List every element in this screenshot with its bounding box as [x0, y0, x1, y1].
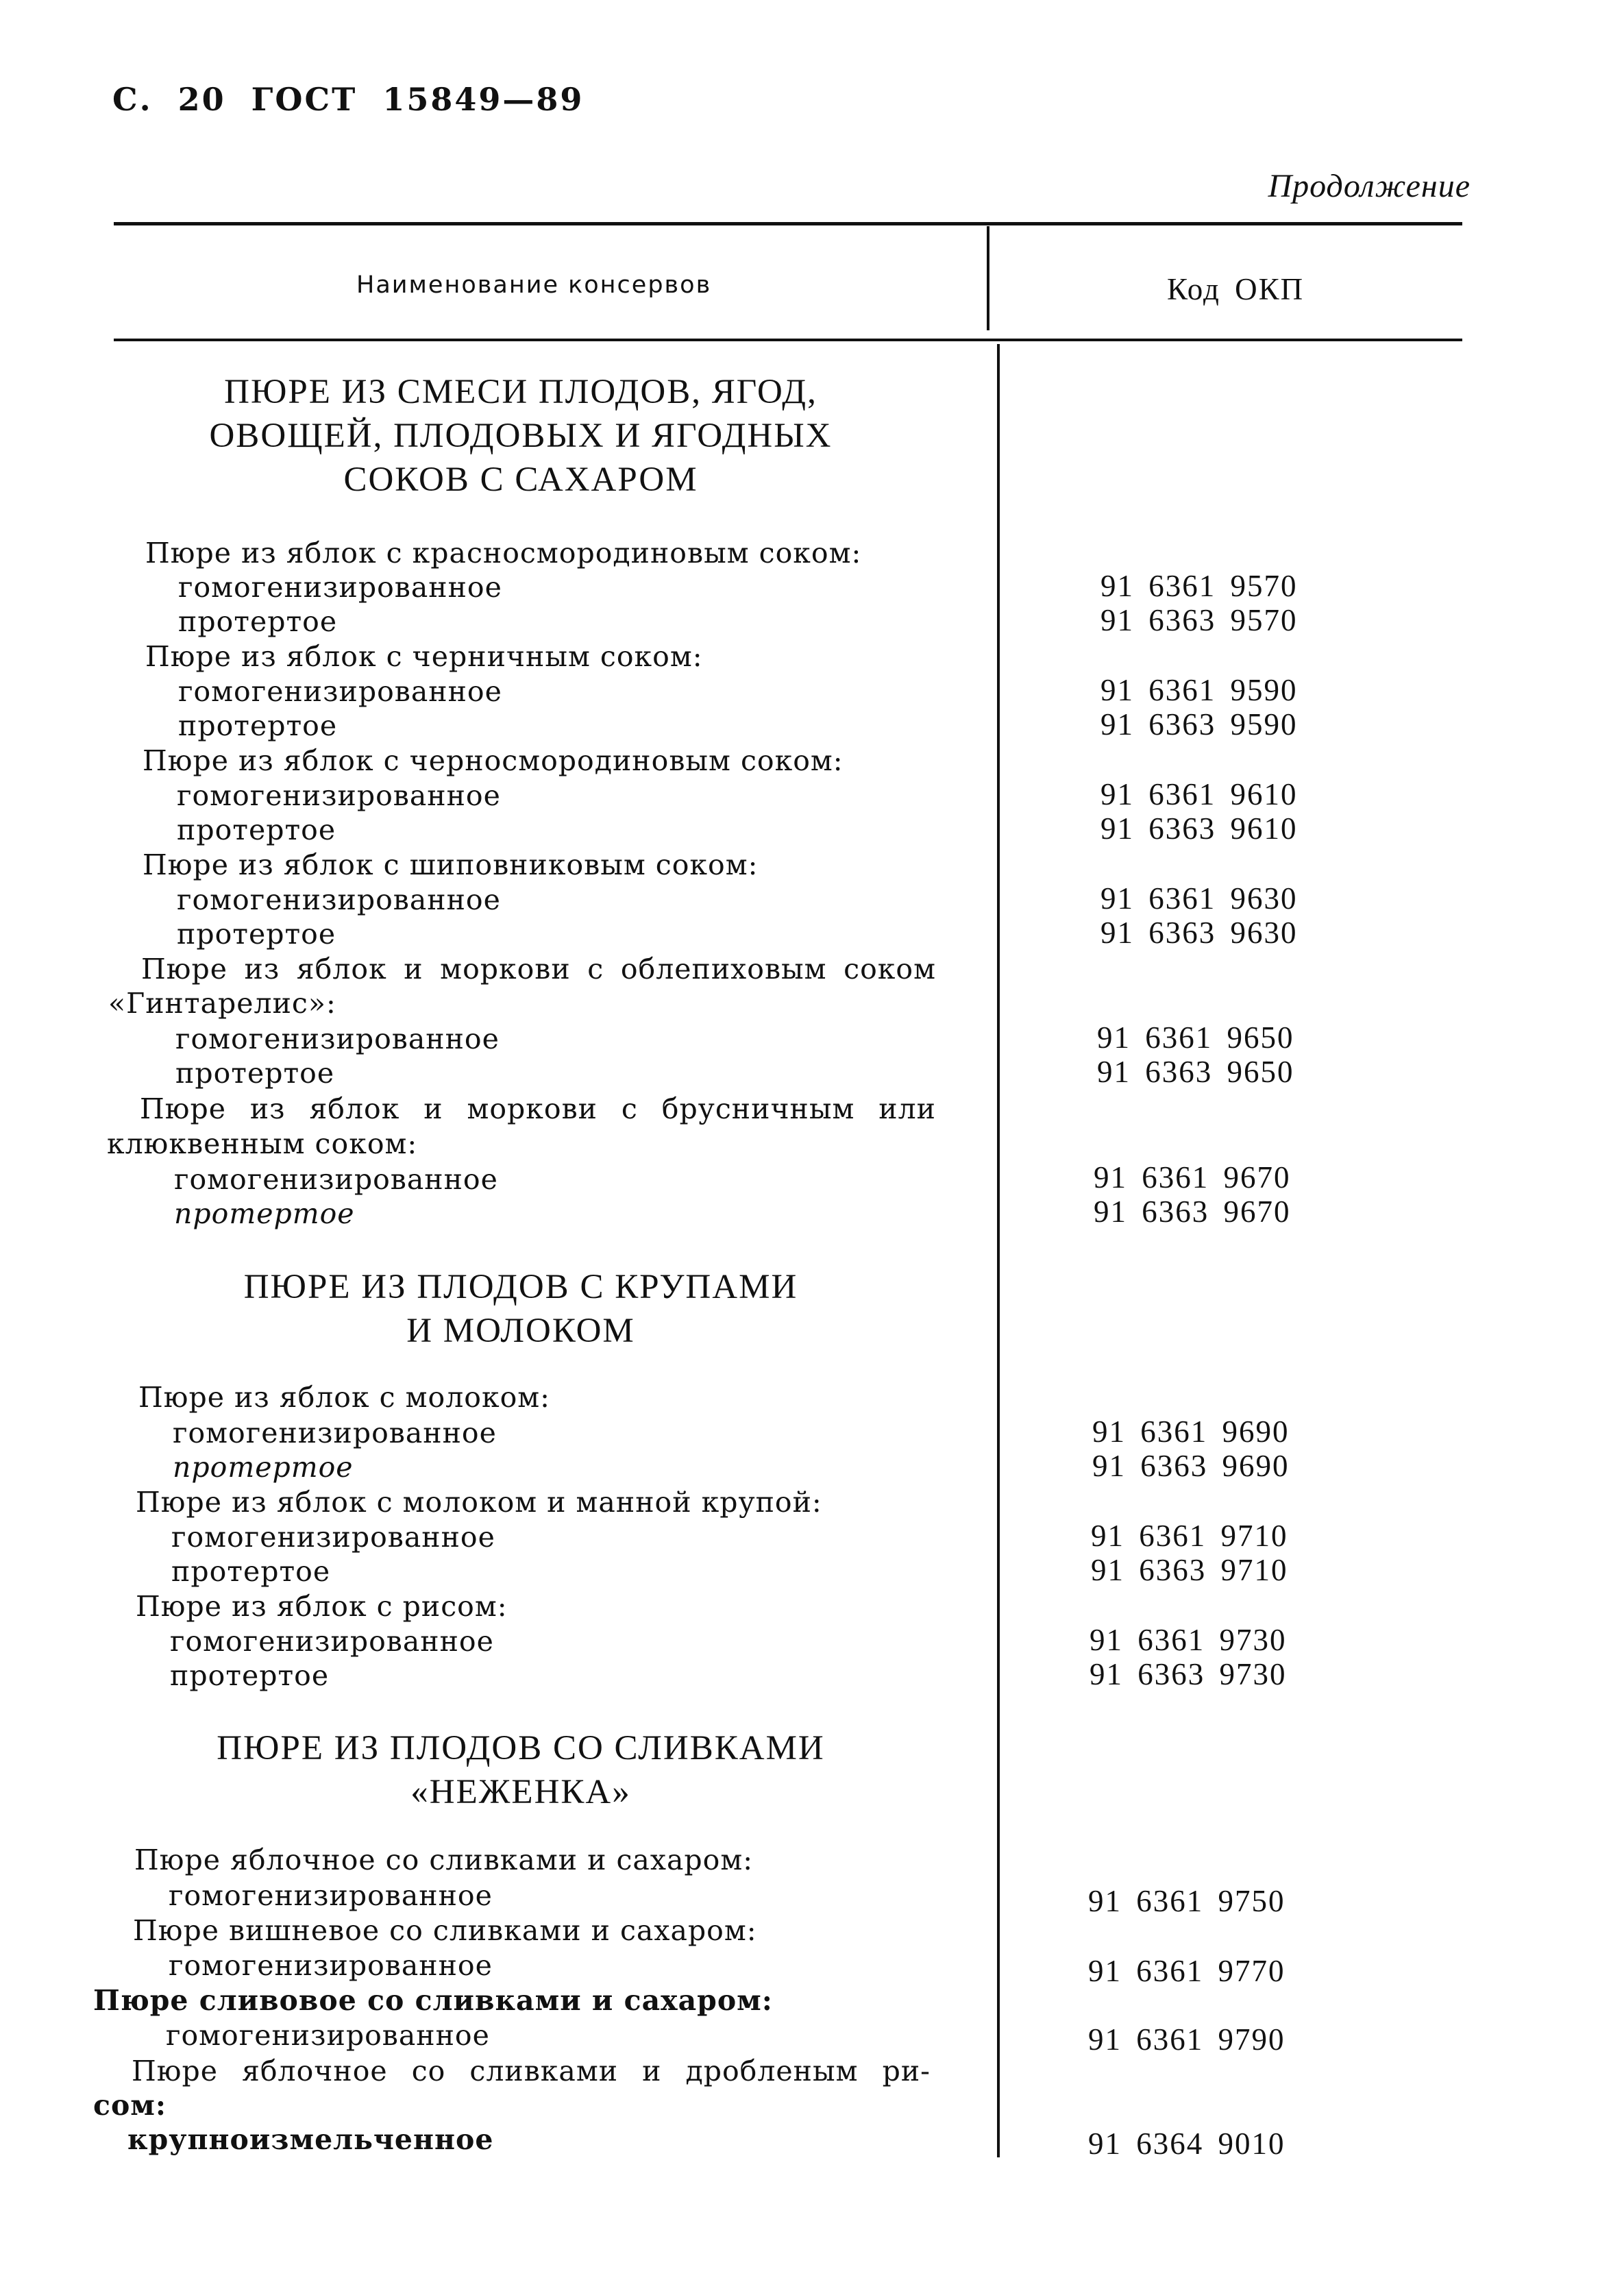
table-row-name: протертое	[178, 605, 338, 638]
header-bottom-rule	[114, 339, 1462, 341]
table-row-name: Пюре яблочное со сливками и сахаром:	[134, 1843, 754, 1876]
section-title: ПЮРЕ ИЗ ПЛОДОВ С КРУПАМИ И МОЛОКОМ	[243, 1268, 798, 1350]
table-row-name: гомогенизированное	[177, 883, 501, 916]
table-row-code: 91 6363 9670	[1094, 1194, 1291, 1229]
page-header: С. 20 ГОСТ 15849—89	[112, 81, 585, 118]
table-row-name: Пюре из яблок с шиповниковым соком:	[143, 848, 759, 881]
table-row-name: Пюре из яблок с молоком и манной крупой:	[136, 1486, 822, 1519]
table-row-name: гомогенизированное	[178, 675, 502, 708]
section-title: ПЮРЕ ИЗ ПЛОДОВ СО СЛИВКАМИ «НЕЖЕНКА»	[217, 1729, 825, 1811]
table-row-name: протертое	[177, 918, 336, 951]
table-row-code: 91 6361 9730	[1090, 1623, 1287, 1657]
table-row-name: протертое	[174, 1197, 355, 1230]
table-row-name: сом:	[93, 2089, 167, 2122]
table-row-code: 91 6361 9770	[1088, 1954, 1285, 1988]
table-row-name: Пюре вишневое со сливками и сахаром:	[133, 1914, 757, 1947]
table-row-name: «Гинтарелис»:	[108, 987, 336, 1020]
table-row-name: Пюре яблочное со сливками и дробленым ри-	[132, 2055, 931, 2087]
table-row-name: гомогенизированное	[171, 1521, 495, 1554]
table-row-name: гомогенизированное	[169, 1879, 493, 1912]
table-row-name: протертое	[171, 1555, 331, 1588]
table-row-name: Пюре из яблок с красносмородиновым соком:	[145, 537, 862, 569]
table-row-name: клюквенным соком:	[107, 1127, 418, 1160]
table-row-code: 91 6363 9630	[1100, 916, 1298, 950]
table-row-code: 91 6361 9790	[1088, 2022, 1285, 2057]
table-row-name: протертое	[170, 1659, 330, 1692]
table-row-code: 91 6361 9670	[1094, 1160, 1291, 1194]
table-row-name: Пюре из яблок и моркови с брусничным или	[140, 1092, 936, 1125]
table-row-code: 91 6361 9570	[1100, 569, 1298, 603]
table-row-name: гомогенизированное	[170, 1625, 494, 1658]
table-row-code: 91 6363 9590	[1100, 707, 1298, 742]
section-title: ПЮРЕ ИЗ СМЕСИ ПЛОДОВ, ЯГОД, ОВОЩЕЙ, ПЛОДОВЫХ И ЯГОДНЫХ СОКОВ С САХАРОМ	[209, 373, 833, 499]
table-row-name: гомогенизированное	[166, 2019, 490, 2052]
table-row-name: Пюре из яблок с черничным соком:	[145, 640, 703, 673]
table-row-code: 91 6363 9710	[1091, 1553, 1288, 1587]
table-row-code: 91 6363 9730	[1090, 1657, 1287, 1691]
table-row-name: гомогенизированное	[169, 1949, 493, 1982]
table-row-code: 91 6361 9710	[1091, 1519, 1288, 1553]
table-row-name: гомогенизированное	[178, 571, 502, 604]
body-column-divider	[997, 344, 1000, 2157]
table-row-name: Пюре из яблок с рисом:	[136, 1590, 508, 1623]
table-row-name: Пюре сливовое со сливками и сахаром:	[93, 1984, 773, 2017]
table-row-code: 91 6361 9650	[1097, 1020, 1294, 1055]
table-row-code: 91 6363 9610	[1100, 811, 1298, 846]
table-row-name: протертое	[175, 1057, 335, 1090]
table-row-code: 91 6361 9610	[1100, 777, 1298, 811]
column-header-name: Наименование консервов	[356, 271, 712, 299]
table-row-code: 91 6363 9690	[1092, 1449, 1290, 1483]
continuation-label: Продолжение	[1268, 168, 1471, 204]
table-row-name: Пюре из яблок с черносмородиновым соком:	[143, 744, 844, 777]
table-row-code: 91 6364 9010	[1088, 2127, 1285, 2161]
table-row-name: гомогенизированное	[174, 1163, 498, 1196]
table-row-name: протертое	[178, 709, 338, 742]
table-top-rule	[114, 222, 1462, 225]
table-row-name: Пюре из яблок с молоком:	[138, 1381, 550, 1414]
header-column-divider	[987, 226, 989, 330]
table-row-name: гомогенизированное	[173, 1417, 497, 1449]
table-row-code: 91 6363 9570	[1100, 603, 1298, 637]
table-row-code: 91 6361 9630	[1100, 881, 1298, 916]
table-row-code: 91 6363 9650	[1097, 1055, 1294, 1089]
table-row-name: протертое	[177, 813, 336, 846]
table-row-code: 91 6361 9690	[1092, 1414, 1290, 1449]
table-row-code: 91 6361 9750	[1088, 1884, 1285, 1918]
table-row-name: крупноизмельченное	[127, 2123, 494, 2156]
column-header-code: Код ОКП	[1167, 272, 1305, 306]
table-row-code: 91 6361 9590	[1100, 673, 1298, 707]
table-row-name: Пюре из яблок и моркови с облепиховым соком	[141, 953, 936, 985]
table-row-name: протертое	[173, 1451, 354, 1484]
table-row-name: гомогенизированное	[175, 1022, 500, 1055]
table-row-name: гомогенизированное	[177, 779, 501, 812]
